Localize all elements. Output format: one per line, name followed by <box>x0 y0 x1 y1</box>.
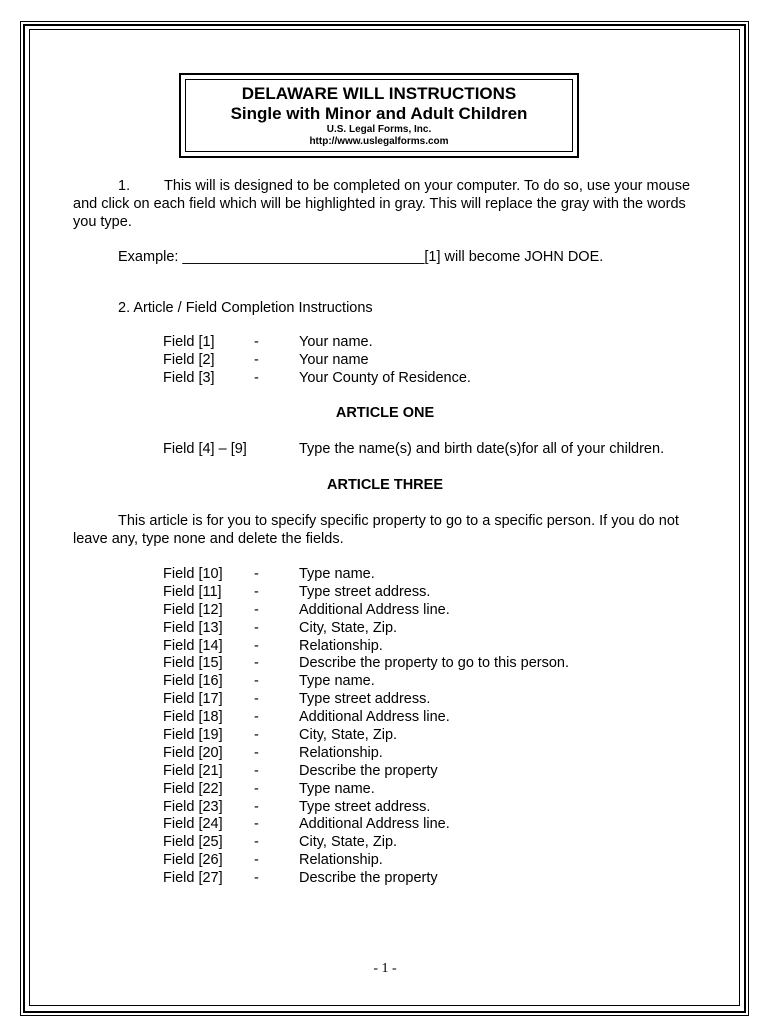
field-name: Field [10] <box>163 566 223 582</box>
field-name: Field [23] <box>163 798 223 815</box>
section-1-text-line1: This will is designed to be completed on your computer. To do so, use your <box>164 178 643 194</box>
field-name: Field [19] <box>163 727 223 744</box>
page-number: - 1 - <box>373 961 397 976</box>
title-box <box>185 79 573 152</box>
field-dash: - <box>254 727 259 744</box>
field-name: Field [27] <box>163 870 223 887</box>
field-name: Field [11] <box>163 583 222 600</box>
field-name: Field [15] <box>163 655 223 672</box>
field-description: Describe the property <box>299 762 438 779</box>
field-name: Field [21] <box>163 762 223 779</box>
field-description: Relationship. <box>299 744 383 761</box>
field-name: Field [14] <box>163 637 223 654</box>
field-dash: - <box>254 566 259 582</box>
field-dash: - <box>254 762 259 779</box>
field-dash: - <box>254 334 259 350</box>
example-line: Example: ______________________________[1] will become JOHN DOE. <box>118 249 604 265</box>
field-name: Field [26] <box>163 852 223 869</box>
field-dash: - <box>254 744 259 761</box>
field-name: Field [18] <box>163 709 223 726</box>
field-description: Relationship. <box>299 852 383 869</box>
field-dash: - <box>254 619 259 636</box>
section-1-text-rest: mouse and click on each field which will be highlighted in gray. This will replace the gray with the words you type. <box>73 178 691 230</box>
field-description: Your name. <box>299 334 373 350</box>
field-dash: - <box>254 673 259 690</box>
document-title: DELAWARE WILL INSTRUCTIONS <box>241 84 517 103</box>
field-dash: - <box>254 780 259 797</box>
field-dash: - <box>254 369 259 386</box>
article-three-intro <box>73 512 703 548</box>
field-dash: - <box>254 637 259 654</box>
field-dash: - <box>254 655 259 672</box>
field-description: Type name. <box>299 673 375 690</box>
field-dash: - <box>254 601 259 618</box>
section-2-heading: 2. Article / Field Completion Instructions <box>118 300 373 316</box>
field-dash: - <box>254 834 259 851</box>
document-subtitle: Single with Minor and Adult Children <box>230 104 528 123</box>
article-three-intro-text: This article is for you to specify specific property to go to a specific person. If you do not leave any, type none and delete the fields. <box>73 513 679 547</box>
field-name: Field [12] <box>163 601 223 618</box>
field-dash: - <box>254 852 259 869</box>
field-dash: - <box>254 583 259 600</box>
field-dash: - <box>254 870 259 887</box>
field-description: Type street address. <box>299 691 431 708</box>
field-name: Field [25] <box>163 834 223 851</box>
field-name: Field [17] <box>163 691 223 708</box>
field-description: Describe the property <box>299 870 438 887</box>
company-url: http://www.uslegalforms.com <box>309 136 449 147</box>
field-description: Type street address. <box>299 798 431 815</box>
field-dash: - <box>254 816 259 833</box>
field-name: Field [4] – [9] <box>163 441 247 457</box>
field-description: Type street address. <box>299 583 431 600</box>
field-name: Field [22] <box>163 780 223 797</box>
field-description: Type the name(s) and birth date(s)for all of your children. <box>299 441 665 457</box>
article-one-heading: ARTICLE ONE <box>335 405 435 421</box>
field-description: Type name. <box>299 566 375 582</box>
section-1-number: 1. <box>118 178 131 194</box>
field-description: Type name. <box>299 780 375 797</box>
company-name: U.S. Legal Forms, Inc. <box>326 124 432 135</box>
field-description: Additional Address line. <box>299 601 450 618</box>
field-name: Field [16] <box>163 673 223 690</box>
field-name: Field [2] <box>163 351 215 368</box>
field-description: Additional Address line. <box>299 816 450 833</box>
field-dash: - <box>254 351 259 368</box>
field-description: City, State, Zip. <box>299 619 398 636</box>
field-description: Your name <box>299 351 369 368</box>
field-name: Field [24] <box>163 816 223 833</box>
section-1-paragraph <box>73 177 703 231</box>
field-description: Relationship. <box>299 637 383 654</box>
field-description: Additional Address line. <box>299 709 450 726</box>
field-description: Your County of Residence. <box>299 369 471 386</box>
field-dash: - <box>254 798 259 815</box>
field-name: Field [20] <box>163 744 223 761</box>
field-name: Field [13] <box>163 619 223 636</box>
field-description: City, State, Zip. <box>299 834 398 851</box>
field-name: Field [3] <box>163 369 215 386</box>
field-dash: - <box>254 709 259 726</box>
field-description: City, State, Zip. <box>299 727 398 744</box>
field-name: Field [1] <box>163 334 215 350</box>
field-dash: - <box>254 691 259 708</box>
article-one-field-row <box>163 441 665 457</box>
field-description: Describe the property to go to this person. <box>299 655 570 672</box>
article-three-heading: ARTICLE THREE <box>327 477 443 493</box>
